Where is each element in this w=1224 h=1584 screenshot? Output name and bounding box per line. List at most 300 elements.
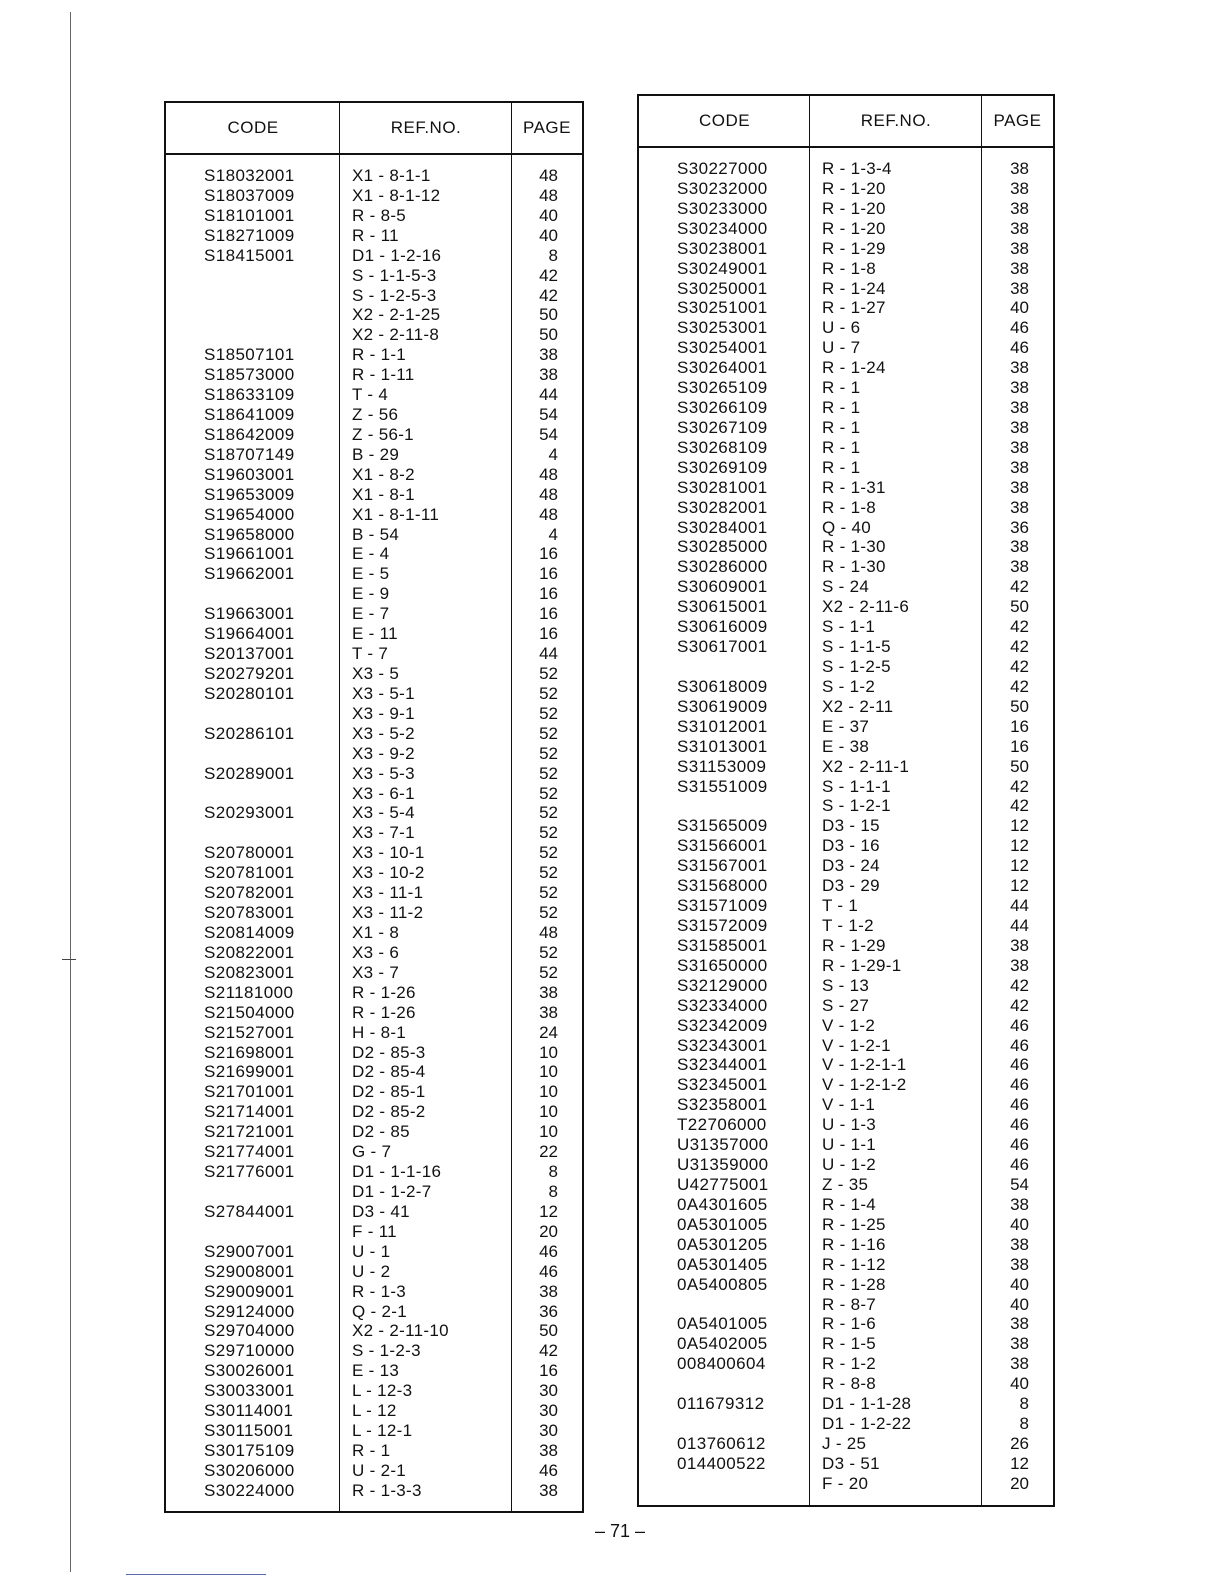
page-cell: 38 xyxy=(1010,218,1029,238)
page-cell: 8 xyxy=(548,1181,558,1201)
page-cell: 16 xyxy=(539,604,558,624)
ref-no-cell: D3 - 24 xyxy=(822,856,880,876)
ref-no-cell: D2 - 85 xyxy=(352,1122,410,1142)
code-cell: S30616009 xyxy=(677,617,768,637)
code-cell: S30267109 xyxy=(677,417,768,437)
table-row xyxy=(166,704,582,724)
page-cell: 52 xyxy=(539,683,558,703)
header-code: CODE xyxy=(698,111,751,130)
table-row xyxy=(166,286,582,306)
page-cell: 12 xyxy=(1010,856,1029,876)
table-row xyxy=(639,1354,1053,1374)
code-cell: S32343001 xyxy=(677,1035,768,1055)
ref-no-cell: D3 - 51 xyxy=(822,1453,880,1473)
table-row xyxy=(166,525,582,545)
ref-no-cell: Q - 2-1 xyxy=(352,1301,408,1321)
ref-no-cell: X3 - 5 xyxy=(352,664,400,684)
page-cell: 42 xyxy=(539,265,558,285)
page-cell: 40 xyxy=(1010,1274,1029,1294)
code-cell: S32342009 xyxy=(677,1015,768,1035)
code-cell: S30206000 xyxy=(204,1460,295,1480)
table-row xyxy=(166,644,582,664)
header-ref-no: REF.NO. xyxy=(390,118,462,137)
code-cell: S21527001 xyxy=(204,1022,295,1042)
code-cell: S31013001 xyxy=(677,736,768,756)
code-cell: 014400522 xyxy=(677,1453,766,1473)
code-cell: S30224000 xyxy=(204,1480,295,1500)
ref-no-cell: D1 - 1-2-16 xyxy=(352,245,442,265)
code-cell: S19658000 xyxy=(204,524,295,544)
code-cell: S21776001 xyxy=(204,1162,295,1182)
margin-tick xyxy=(62,959,76,960)
ref-no-cell: D2 - 85-3 xyxy=(352,1042,426,1062)
ref-no-cell: U - 7 xyxy=(822,338,861,358)
code-cell: S21701001 xyxy=(204,1082,295,1102)
code-cell: S18415001 xyxy=(204,245,295,265)
code-cell: 0A5301405 xyxy=(677,1254,768,1274)
page-cell: 46 xyxy=(1010,1015,1029,1035)
code-cell: S32358001 xyxy=(677,1095,768,1115)
page-cell: 42 xyxy=(1010,657,1029,677)
ref-no-cell: S - 1-2-5 xyxy=(822,657,891,677)
page-cell: 42 xyxy=(1010,577,1029,597)
table-row xyxy=(166,325,582,345)
code-cell: S30619009 xyxy=(677,696,768,716)
code-cell: S20782001 xyxy=(204,883,295,903)
ref-no-cell: U - 1 xyxy=(352,1241,391,1261)
code-cell: S30617001 xyxy=(677,637,768,657)
ref-no-cell: R - 1-8 xyxy=(822,258,877,278)
page-cell: 40 xyxy=(539,225,558,245)
code-cell: S30250001 xyxy=(677,278,768,298)
code-cell: S20780001 xyxy=(204,843,295,863)
page-cell: 8 xyxy=(548,245,558,265)
table-row xyxy=(639,697,1053,717)
table-row xyxy=(166,804,582,824)
code-cell: S18573000 xyxy=(204,365,295,385)
table-header xyxy=(166,103,582,155)
table-row xyxy=(639,1295,1053,1315)
ref-no-cell: E - 4 xyxy=(352,544,390,564)
code-cell: S30268109 xyxy=(677,437,768,457)
ref-no-cell: Q - 40 xyxy=(822,517,872,537)
ref-no-cell: V - 1-2-1 xyxy=(822,1035,891,1055)
table-row xyxy=(639,1235,1053,1255)
page-cell: 40 xyxy=(539,205,558,225)
code-cell: S18633109 xyxy=(204,385,295,405)
page-cell: 38 xyxy=(1010,1354,1029,1374)
page-cell: 38 xyxy=(1010,358,1029,378)
page-cell: 16 xyxy=(539,564,558,584)
page-cell: 38 xyxy=(539,365,558,385)
table-row xyxy=(166,883,582,903)
table-row xyxy=(639,1175,1053,1195)
ref-no-cell: V - 1-1 xyxy=(822,1095,876,1115)
table-row xyxy=(639,916,1053,936)
table-row xyxy=(639,219,1053,239)
ref-no-cell: R - 8-8 xyxy=(822,1374,877,1394)
table-row xyxy=(639,418,1053,438)
page-cell: 20 xyxy=(539,1221,558,1241)
page-cell: 10 xyxy=(539,1042,558,1062)
code-cell: S18707149 xyxy=(204,444,295,464)
table-row xyxy=(639,577,1053,597)
table-row xyxy=(639,259,1053,279)
page-cell: 54 xyxy=(539,405,558,425)
table-row xyxy=(639,298,1053,318)
table-row xyxy=(639,279,1053,299)
ref-no-cell: T - 1-2 xyxy=(822,916,874,935)
ref-no-cell: X3 - 10-2 xyxy=(352,863,425,883)
ref-no-cell: U - 6 xyxy=(822,318,861,338)
page-cell: 38 xyxy=(1010,537,1029,557)
page-cell: 48 xyxy=(539,484,558,504)
ref-no-cell: R - 1 xyxy=(822,457,861,477)
ref-no-cell: L - 12-3 xyxy=(352,1381,413,1401)
code-cell: S29704000 xyxy=(204,1321,295,1341)
code-cell: 0A5402005 xyxy=(677,1334,768,1354)
page-cell: 38 xyxy=(1010,955,1029,975)
page-cell: 22 xyxy=(539,1142,558,1162)
code-cell: S30234000 xyxy=(677,218,768,238)
table-row xyxy=(639,1215,1053,1235)
parts-index-table-left xyxy=(164,101,584,1513)
table-row xyxy=(639,378,1053,398)
code-cell: S20137001 xyxy=(204,644,295,664)
code-cell: S18037009 xyxy=(204,185,295,205)
code-cell: 0A5400805 xyxy=(677,1274,768,1294)
code-cell: S20293001 xyxy=(204,803,295,823)
ref-no-cell: R - 1-30 xyxy=(822,537,886,557)
page-cell: 8 xyxy=(548,1162,558,1182)
ref-no-cell: E - 7 xyxy=(352,604,390,624)
table-row xyxy=(166,1122,582,1142)
page-cell: 38 xyxy=(1010,1334,1029,1354)
code-cell: S30269109 xyxy=(677,457,768,477)
code-cell: S20286101 xyxy=(204,723,295,743)
code-cell: S18101001 xyxy=(204,205,295,225)
table-row xyxy=(166,1222,582,1242)
page-cell: 12 xyxy=(1010,876,1029,896)
table-row xyxy=(639,1055,1053,1075)
table-row xyxy=(166,1361,582,1381)
ref-no-cell: R - 1-26 xyxy=(352,1002,416,1022)
ref-no-cell: R - 1-29-1 xyxy=(822,955,902,975)
ref-no-cell: D2 - 85-4 xyxy=(352,1062,426,1082)
ref-no-cell: S - 1-2-5-3 xyxy=(352,285,437,305)
page-cell: 10 xyxy=(539,1102,558,1122)
code-cell: S30264001 xyxy=(677,358,768,378)
ref-no-cell: D1 - 1-2-7 xyxy=(352,1181,432,1201)
ref-no-cell: S - 1-1-5 xyxy=(822,637,891,657)
table-row xyxy=(166,604,582,624)
ref-no-cell: X3 - 7-1 xyxy=(352,823,415,843)
table-row xyxy=(166,1003,582,1023)
page-cell: 30 xyxy=(539,1421,558,1441)
table-row xyxy=(166,564,582,584)
code-cell: U31357000 xyxy=(677,1135,769,1155)
ref-no-cell: X3 - 6-1 xyxy=(352,783,415,803)
code-cell: S18032001 xyxy=(204,165,295,185)
ref-no-cell: R - 1-11 xyxy=(352,365,415,385)
table-row xyxy=(166,186,582,206)
code-cell: S31153009 xyxy=(677,756,767,776)
page-cell: 50 xyxy=(539,325,558,345)
ref-no-cell: V - 1-2-1-2 xyxy=(822,1075,907,1095)
ref-no-cell: S - 1-2 xyxy=(822,676,876,696)
page-cell: 46 xyxy=(1010,338,1029,358)
table-row xyxy=(166,485,582,505)
ref-no-cell: T - 4 xyxy=(352,385,389,405)
ref-no-cell: R - 1-27 xyxy=(822,298,886,318)
ref-no-cell: S - 1-2-1 xyxy=(822,796,891,816)
ref-no-cell: X3 - 7 xyxy=(352,962,400,982)
table-row xyxy=(166,1282,582,1302)
page-cell: 40 xyxy=(1010,298,1029,318)
table-row xyxy=(639,1016,1053,1036)
page-cell: 42 xyxy=(539,1341,558,1361)
code-cell: S20822001 xyxy=(204,942,295,962)
ref-no-cell: D2 - 85-1 xyxy=(352,1082,426,1102)
page-cell: 38 xyxy=(1010,398,1029,418)
code-cell: S31566001 xyxy=(677,836,768,856)
ref-no-cell: R - 1-2 xyxy=(822,1354,877,1374)
code-cell: S21698001 xyxy=(204,1042,295,1062)
page-cell: 46 xyxy=(1010,1095,1029,1115)
page-cell: 44 xyxy=(539,385,558,405)
ref-no-cell: X3 - 10-1 xyxy=(352,843,425,863)
page-cell: 38 xyxy=(539,345,558,365)
table-row xyxy=(166,1082,582,1102)
ref-no-cell: D3 - 15 xyxy=(822,816,880,836)
ref-no-cell: X3 - 5-1 xyxy=(352,683,415,703)
page-cell: 46 xyxy=(539,1261,558,1281)
code-cell: S30285000 xyxy=(677,537,768,557)
page-cell: 46 xyxy=(1010,1075,1029,1095)
page-cell: 8 xyxy=(1019,1394,1029,1414)
table-row xyxy=(639,358,1053,378)
page-cell: 16 xyxy=(539,584,558,604)
page-cell: 38 xyxy=(1010,497,1029,517)
ref-no-cell: Z - 56 xyxy=(352,405,399,425)
code-cell: S31551009 xyxy=(677,776,768,796)
page-cell: 42 xyxy=(1010,637,1029,657)
table-row xyxy=(166,1302,582,1322)
code-cell: 0A5301005 xyxy=(677,1214,768,1234)
code-cell: S30232000 xyxy=(677,178,768,198)
page-cell: 52 xyxy=(539,962,558,982)
ref-no-cell: R - 1 xyxy=(822,417,861,437)
page-cell: 4 xyxy=(548,444,558,464)
code-cell: S18271009 xyxy=(204,225,295,245)
ref-no-cell: S - 13 xyxy=(822,975,870,995)
page-cell: 38 xyxy=(1010,1314,1029,1334)
ref-no-cell: X1 - 8-1-11 xyxy=(352,504,440,524)
table-row xyxy=(639,737,1053,757)
page-cell: 48 xyxy=(539,923,558,942)
table-row xyxy=(639,518,1053,538)
ref-no-cell: X3 - 5-3 xyxy=(352,763,415,783)
table-row xyxy=(166,863,582,883)
code-cell: S30265109 xyxy=(677,378,768,398)
table-row xyxy=(166,1142,582,1162)
code-cell: S32344001 xyxy=(677,1055,768,1075)
table-row xyxy=(639,1195,1053,1215)
table-row xyxy=(639,1374,1053,1394)
page-cell: 52 xyxy=(539,664,558,684)
code-cell: S19654000 xyxy=(204,504,295,524)
code-cell: S30282001 xyxy=(677,497,768,517)
code-cell: S30175109 xyxy=(204,1440,295,1460)
code-cell: S30281001 xyxy=(677,477,768,497)
page-cell: 38 xyxy=(1010,158,1029,178)
table-row xyxy=(166,385,582,405)
table-row xyxy=(166,1321,582,1341)
page-cell: 52 xyxy=(539,763,558,783)
ref-no-cell: R - 1-29 xyxy=(822,238,886,258)
page-cell: 16 xyxy=(539,544,558,564)
ref-no-cell: R - 1-5 xyxy=(822,1334,877,1354)
table-row xyxy=(639,836,1053,856)
page-cell: 38 xyxy=(539,1440,558,1460)
code-cell: 0A5301205 xyxy=(677,1234,768,1254)
table-row xyxy=(639,1255,1053,1275)
table-row xyxy=(166,744,582,764)
page-cell: 38 xyxy=(1010,1234,1029,1254)
code-cell: S20814009 xyxy=(204,923,295,942)
code-cell: S31568000 xyxy=(677,876,768,896)
page-cell: 54 xyxy=(539,424,558,444)
ref-no-cell: R - 1-24 xyxy=(822,278,886,298)
page-cell: 50 xyxy=(1010,597,1029,617)
ref-no-cell: X3 - 6 xyxy=(352,942,400,962)
code-cell: S30254001 xyxy=(677,338,768,358)
code-cell: S19662001 xyxy=(204,564,295,584)
ref-no-cell: X2 - 2-11-10 xyxy=(352,1321,449,1341)
code-cell: S31565009 xyxy=(677,816,768,836)
table-row xyxy=(166,624,582,644)
table-row xyxy=(166,1023,582,1043)
ref-no-cell: X1 - 8 xyxy=(352,923,400,942)
page-cell: 46 xyxy=(1010,1155,1029,1175)
code-cell: S31650000 xyxy=(677,955,768,975)
code-cell: S27844001 xyxy=(204,1201,295,1221)
page-cell: 38 xyxy=(1010,278,1029,298)
page-cell: 38 xyxy=(1010,378,1029,398)
table-row xyxy=(166,584,582,604)
page-cell: 40 xyxy=(1010,1214,1029,1234)
page-cell: 16 xyxy=(1010,716,1029,736)
code-cell: S30033001 xyxy=(204,1381,295,1401)
code-cell: U42775001 xyxy=(677,1174,769,1194)
table-body xyxy=(166,166,582,1501)
ref-no-cell: R - 1-12 xyxy=(822,1254,886,1274)
code-cell: S31012001 xyxy=(677,716,768,736)
header-ref-no: REF.NO. xyxy=(860,111,932,130)
code-cell: S30286000 xyxy=(677,557,768,577)
table-row xyxy=(639,677,1053,697)
table-row xyxy=(639,1036,1053,1056)
page-cell: 48 xyxy=(539,185,558,205)
ref-no-cell: J - 25 xyxy=(822,1433,867,1453)
page-cell: 50 xyxy=(539,1321,558,1341)
ref-no-cell: U - 1-3 xyxy=(822,1115,877,1135)
page-cell: 38 xyxy=(1010,1194,1029,1214)
table-header xyxy=(639,96,1053,148)
page-cell: 40 xyxy=(1010,1294,1029,1314)
table-row xyxy=(166,923,582,943)
ref-no-cell: E - 11 xyxy=(352,624,398,644)
code-cell: S31571009 xyxy=(677,896,768,916)
table-row xyxy=(639,1275,1053,1295)
table-row xyxy=(166,1461,582,1481)
page-cell: 12 xyxy=(1010,816,1029,836)
table-row xyxy=(166,764,582,784)
ref-no-cell: R - 1-16 xyxy=(822,1234,886,1254)
code-cell: 0A5401005 xyxy=(677,1314,768,1334)
table-row xyxy=(639,637,1053,657)
table-row xyxy=(166,345,582,365)
ref-no-cell: D3 - 41 xyxy=(352,1201,410,1221)
ref-no-cell: R - 1-29 xyxy=(822,935,886,955)
ref-no-cell: X3 - 9-1 xyxy=(352,703,415,723)
ref-no-cell: R - 1 xyxy=(352,1440,391,1460)
table-row xyxy=(166,1202,582,1222)
page-cell: 46 xyxy=(1010,1055,1029,1075)
ref-no-cell: R - 1-4 xyxy=(822,1194,877,1214)
page-cell: 16 xyxy=(539,1361,558,1381)
page-cell: 44 xyxy=(1010,916,1029,935)
ref-no-cell: S - 1-2-3 xyxy=(352,1341,421,1361)
table-row xyxy=(639,438,1053,458)
ref-no-cell: L - 12-1 xyxy=(352,1421,413,1441)
ref-no-cell: X1 - 8-1-1 xyxy=(352,165,431,185)
table-row xyxy=(639,458,1053,478)
page-cell: 38 xyxy=(1010,178,1029,198)
table-row xyxy=(166,1162,582,1182)
table-row xyxy=(639,956,1053,976)
code-cell: S30609001 xyxy=(677,577,768,597)
table-row xyxy=(166,1481,582,1501)
page-cell: 38 xyxy=(1010,238,1029,258)
page-cell: 26 xyxy=(1010,1433,1029,1453)
code-cell: S30284001 xyxy=(677,517,768,537)
page-cell: 38 xyxy=(539,982,558,1002)
table-row xyxy=(639,338,1053,358)
page-cell: 42 xyxy=(1010,796,1029,816)
table-row xyxy=(166,465,582,485)
table-row xyxy=(166,1242,582,1262)
table-row xyxy=(166,246,582,266)
code-cell: S20289001 xyxy=(204,763,295,783)
page-cell: 42 xyxy=(539,285,558,305)
ref-no-cell: R - 8-7 xyxy=(822,1294,877,1314)
ref-no-cell: E - 13 xyxy=(352,1361,400,1381)
table-body xyxy=(639,159,1053,1494)
code-cell: T22706000 xyxy=(677,1115,767,1135)
code-cell: S30227000 xyxy=(677,158,768,178)
table-row xyxy=(639,179,1053,199)
ref-no-cell: Z - 56-1 xyxy=(352,424,414,444)
page-cell: 20 xyxy=(1010,1473,1029,1493)
code-cell: S21504000 xyxy=(204,1002,295,1022)
page-cell: 48 xyxy=(539,165,558,185)
ref-no-cell: D1 - 1-1-28 xyxy=(822,1394,912,1414)
page-cell: 48 xyxy=(539,504,558,524)
page-cell: 42 xyxy=(1010,776,1029,796)
ref-no-cell: X2 - 2-11-8 xyxy=(352,325,440,345)
code-cell: S32345001 xyxy=(677,1075,768,1095)
